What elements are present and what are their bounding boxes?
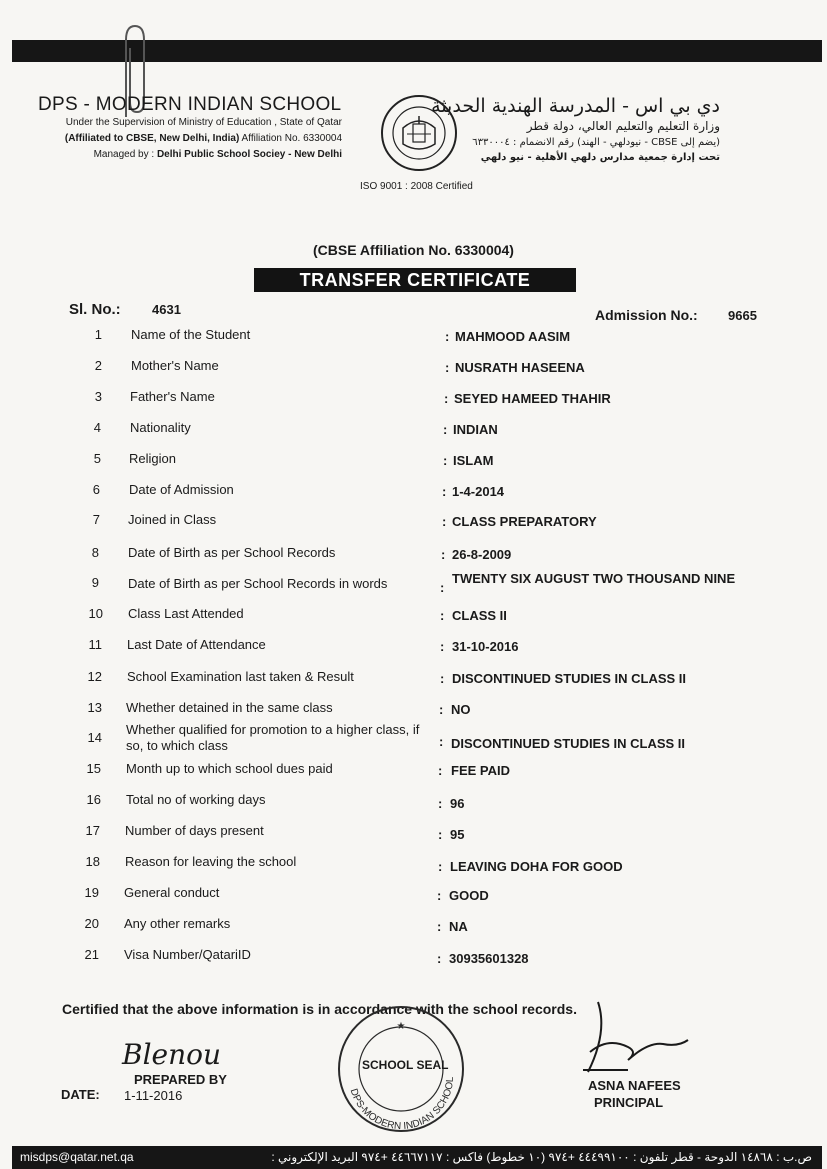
row-value: NUSRATH HASEENA [455, 360, 585, 375]
contact-address-arabic: ص.ب : ١٤٨٦٨ الدوحة - قطر تلفون : ٤٤٤٩٩١٠٠ +٩٧٤ (١٠ خطوط) فاكس : ٤٤٦٦٧١١٧ +٩٧٤ البريد الإلكتروني : [271, 1150, 812, 1164]
row-colon: : [441, 547, 446, 562]
row-number: 20 [84, 916, 99, 931]
row-value: INDIAN [453, 422, 498, 437]
footer-contact-band [12, 1146, 822, 1169]
school-name-english: DPS - MODERN INDIAN SCHOOL [38, 94, 342, 115]
row-colon: : [444, 391, 449, 406]
affiliated-to-text: (Affiliated to CBSE, New Delhi, India) [64, 133, 240, 144]
serial-number-value: 4631 [152, 302, 181, 317]
row-colon: : [442, 484, 447, 499]
row-number: 7 [92, 512, 100, 527]
row-label: Whether detained in the same class [126, 700, 333, 715]
row-label: Month up to which school dues paid [126, 761, 333, 776]
row-colon: : [438, 827, 443, 842]
row-label: Date of Birth as per School Records in words [128, 576, 388, 591]
principal-name: ASNA NAFEES [588, 1078, 681, 1093]
cbse-affiliation: (CBSE Affiliation No. 6330004) [313, 242, 514, 258]
row-colon: : [438, 796, 443, 811]
prepared-by-signature [118, 1034, 258, 1074]
date-value: 1-11-2016 [124, 1088, 183, 1103]
table-row [0, 571, 827, 605]
row-number: 6 [92, 482, 100, 497]
certification-statement: Certified that the above information is in accordance with the school records. [62, 1001, 577, 1017]
row-label: General conduct [124, 885, 220, 900]
table-row [0, 451, 827, 481]
table-row [0, 854, 827, 884]
row-value: TWENTY SIX AUGUST TWO THOUSAND NINE [452, 571, 736, 586]
table-row [0, 606, 827, 636]
row-value: NA [449, 919, 468, 934]
row-value: 31-10-2016 [452, 639, 519, 654]
row-colon: : [440, 580, 445, 595]
row-value: NO [451, 702, 471, 717]
table-row [0, 761, 827, 791]
certificate-title: TRANSFER CERTIFICATE [254, 268, 576, 292]
table-row [0, 327, 827, 357]
prepared-by-label: PREPARED BY [134, 1072, 227, 1087]
row-colon: : [440, 608, 445, 623]
row-colon: : [443, 422, 448, 437]
row-label: Nationality [130, 420, 191, 435]
row-number: 5 [93, 451, 101, 466]
affiliation-line [32, 133, 342, 144]
table-row [0, 885, 827, 915]
row-colon: : [443, 453, 448, 468]
school-name-arabic: دي بي اس - المدرسة الهندية الحديثة [431, 95, 720, 117]
row-value: 1-4-2014 [452, 484, 505, 499]
supervision-line: Under the Supervision of Ministry of Education , State of Qatar [65, 117, 342, 128]
ministry-arabic: وزارة التعليم والتعليم العالي، دولة قطر [526, 119, 720, 133]
row-value: 30935601328 [449, 951, 529, 966]
row-value: SEYED HAMEED THAHIR [454, 391, 611, 406]
row-number: 8 [91, 545, 99, 560]
row-label: Last Date of Attendance [127, 637, 266, 652]
row-value: CLASS PREPARATORY [452, 514, 597, 529]
row-number: 13 [87, 700, 102, 715]
row-value: MAHMOOD AASIM [455, 329, 571, 344]
row-value: DISCONTINUED STUDIES IN CLASS II [451, 736, 686, 751]
table-row [0, 358, 827, 388]
row-label: Total no of working days [126, 792, 266, 807]
row-label: Religion [129, 451, 176, 466]
row-number: 3 [94, 389, 102, 404]
affiliation-arabic: (يضم إلى CBSE - نيودلهي - الهند) رقم الانضمام : ٦٣٣٠٠٠٤ [472, 137, 720, 148]
row-number: 11 [88, 637, 102, 652]
row-label: Date of Birth as per School Records [128, 545, 336, 560]
row-number: 15 [86, 761, 101, 776]
row-value: FEE PAID [451, 763, 510, 778]
principal-signature [568, 992, 698, 1082]
row-label: Date of Admission [129, 482, 234, 497]
table-row [0, 420, 827, 450]
prepared-signature-text: Blenou [122, 1038, 222, 1071]
admission-number-label: Admission No.: [595, 307, 698, 323]
row-colon: : [442, 514, 447, 529]
date-label: DATE: [61, 1087, 100, 1102]
row-label: Class Last Attended [128, 606, 244, 621]
row-colon: : [437, 951, 442, 966]
row-value: 96 [450, 796, 465, 811]
row-number: 4 [93, 420, 101, 435]
table-row [0, 792, 827, 822]
table-row [0, 482, 827, 512]
row-colon: : [440, 671, 445, 686]
row-number: 2 [94, 358, 102, 373]
row-number: 9 [91, 575, 99, 590]
row-number: 16 [86, 792, 101, 807]
row-label: Reason for leaving the school [125, 854, 297, 869]
row-value: GOOD [449, 888, 489, 903]
row-number: 19 [84, 885, 99, 900]
row-colon: : [438, 859, 443, 874]
row-colon: : [437, 919, 442, 934]
svg-text:★: ★ [396, 1021, 406, 1032]
row-value: CLASS II [452, 608, 507, 623]
row-colon: : [439, 702, 444, 717]
row-number: 18 [85, 854, 100, 869]
row-number: 10 [88, 606, 103, 621]
row-label: Mother's Name [131, 358, 219, 373]
row-value: ISLAM [453, 453, 494, 468]
serial-number-label: Sl. No.: [69, 301, 121, 318]
row-label: Visa Number/QatariID [124, 947, 251, 962]
table-row [0, 823, 827, 853]
row-label: Name of the Student [131, 327, 251, 342]
row-colon: : [437, 888, 442, 903]
row-label: Whether qualified for promotion to a higher class, if so, to which class [126, 722, 420, 753]
iso-certification: ISO 9001 : 2008 Certified [360, 181, 473, 192]
table-row [0, 947, 827, 977]
seal-ring-text: DPS-MODERN INDIAN SCHOOL [347, 1076, 457, 1133]
table-row [0, 722, 827, 752]
table-row [0, 389, 827, 419]
table-row [0, 916, 827, 946]
row-label: Any other remarks [124, 916, 231, 931]
row-label: Father's Name [130, 389, 215, 404]
principal-title: PRINCIPAL [594, 1095, 664, 1110]
row-label: Joined in Class [128, 512, 217, 527]
managed-by-arabic: تحت إدارة جمعية مدارس دلهي الأهلية - نيو دلهي [480, 152, 720, 163]
row-colon: : [439, 734, 444, 749]
row-label: School Examination last taken & Result [127, 669, 354, 684]
affiliation-number-text: Affiliation No. 6330004 [239, 133, 342, 144]
row-number: 1 [94, 327, 102, 342]
school-seal-label: SCHOOL SEAL [362, 1058, 449, 1072]
row-colon: : [445, 329, 450, 344]
table-row [0, 512, 827, 542]
managed-by-prefix: Managed by : [93, 149, 157, 160]
row-colon: : [438, 763, 443, 778]
row-colon: : [440, 639, 445, 654]
row-value: DISCONTINUED STUDIES IN CLASS II [452, 671, 687, 686]
managed-by-line [32, 149, 342, 160]
contact-email: misdps@qatar.net.qa [20, 1150, 134, 1164]
row-number: 21 [84, 947, 99, 962]
row-colon: : [445, 360, 450, 375]
row-label: Number of days present [125, 823, 264, 838]
row-number: 12 [87, 669, 102, 684]
row-value: LEAVING DOHA FOR GOOD [450, 859, 623, 874]
table-row [0, 669, 827, 699]
row-value: 26-8-2009 [452, 547, 512, 562]
row-value: 95 [450, 827, 465, 842]
row-number: 17 [85, 823, 100, 838]
managed-by-society: Delhi Public School Sociey - New Delhi [156, 149, 342, 160]
table-row [0, 637, 827, 667]
admission-number-value: 9665 [728, 308, 757, 323]
row-number: 14 [87, 730, 102, 745]
